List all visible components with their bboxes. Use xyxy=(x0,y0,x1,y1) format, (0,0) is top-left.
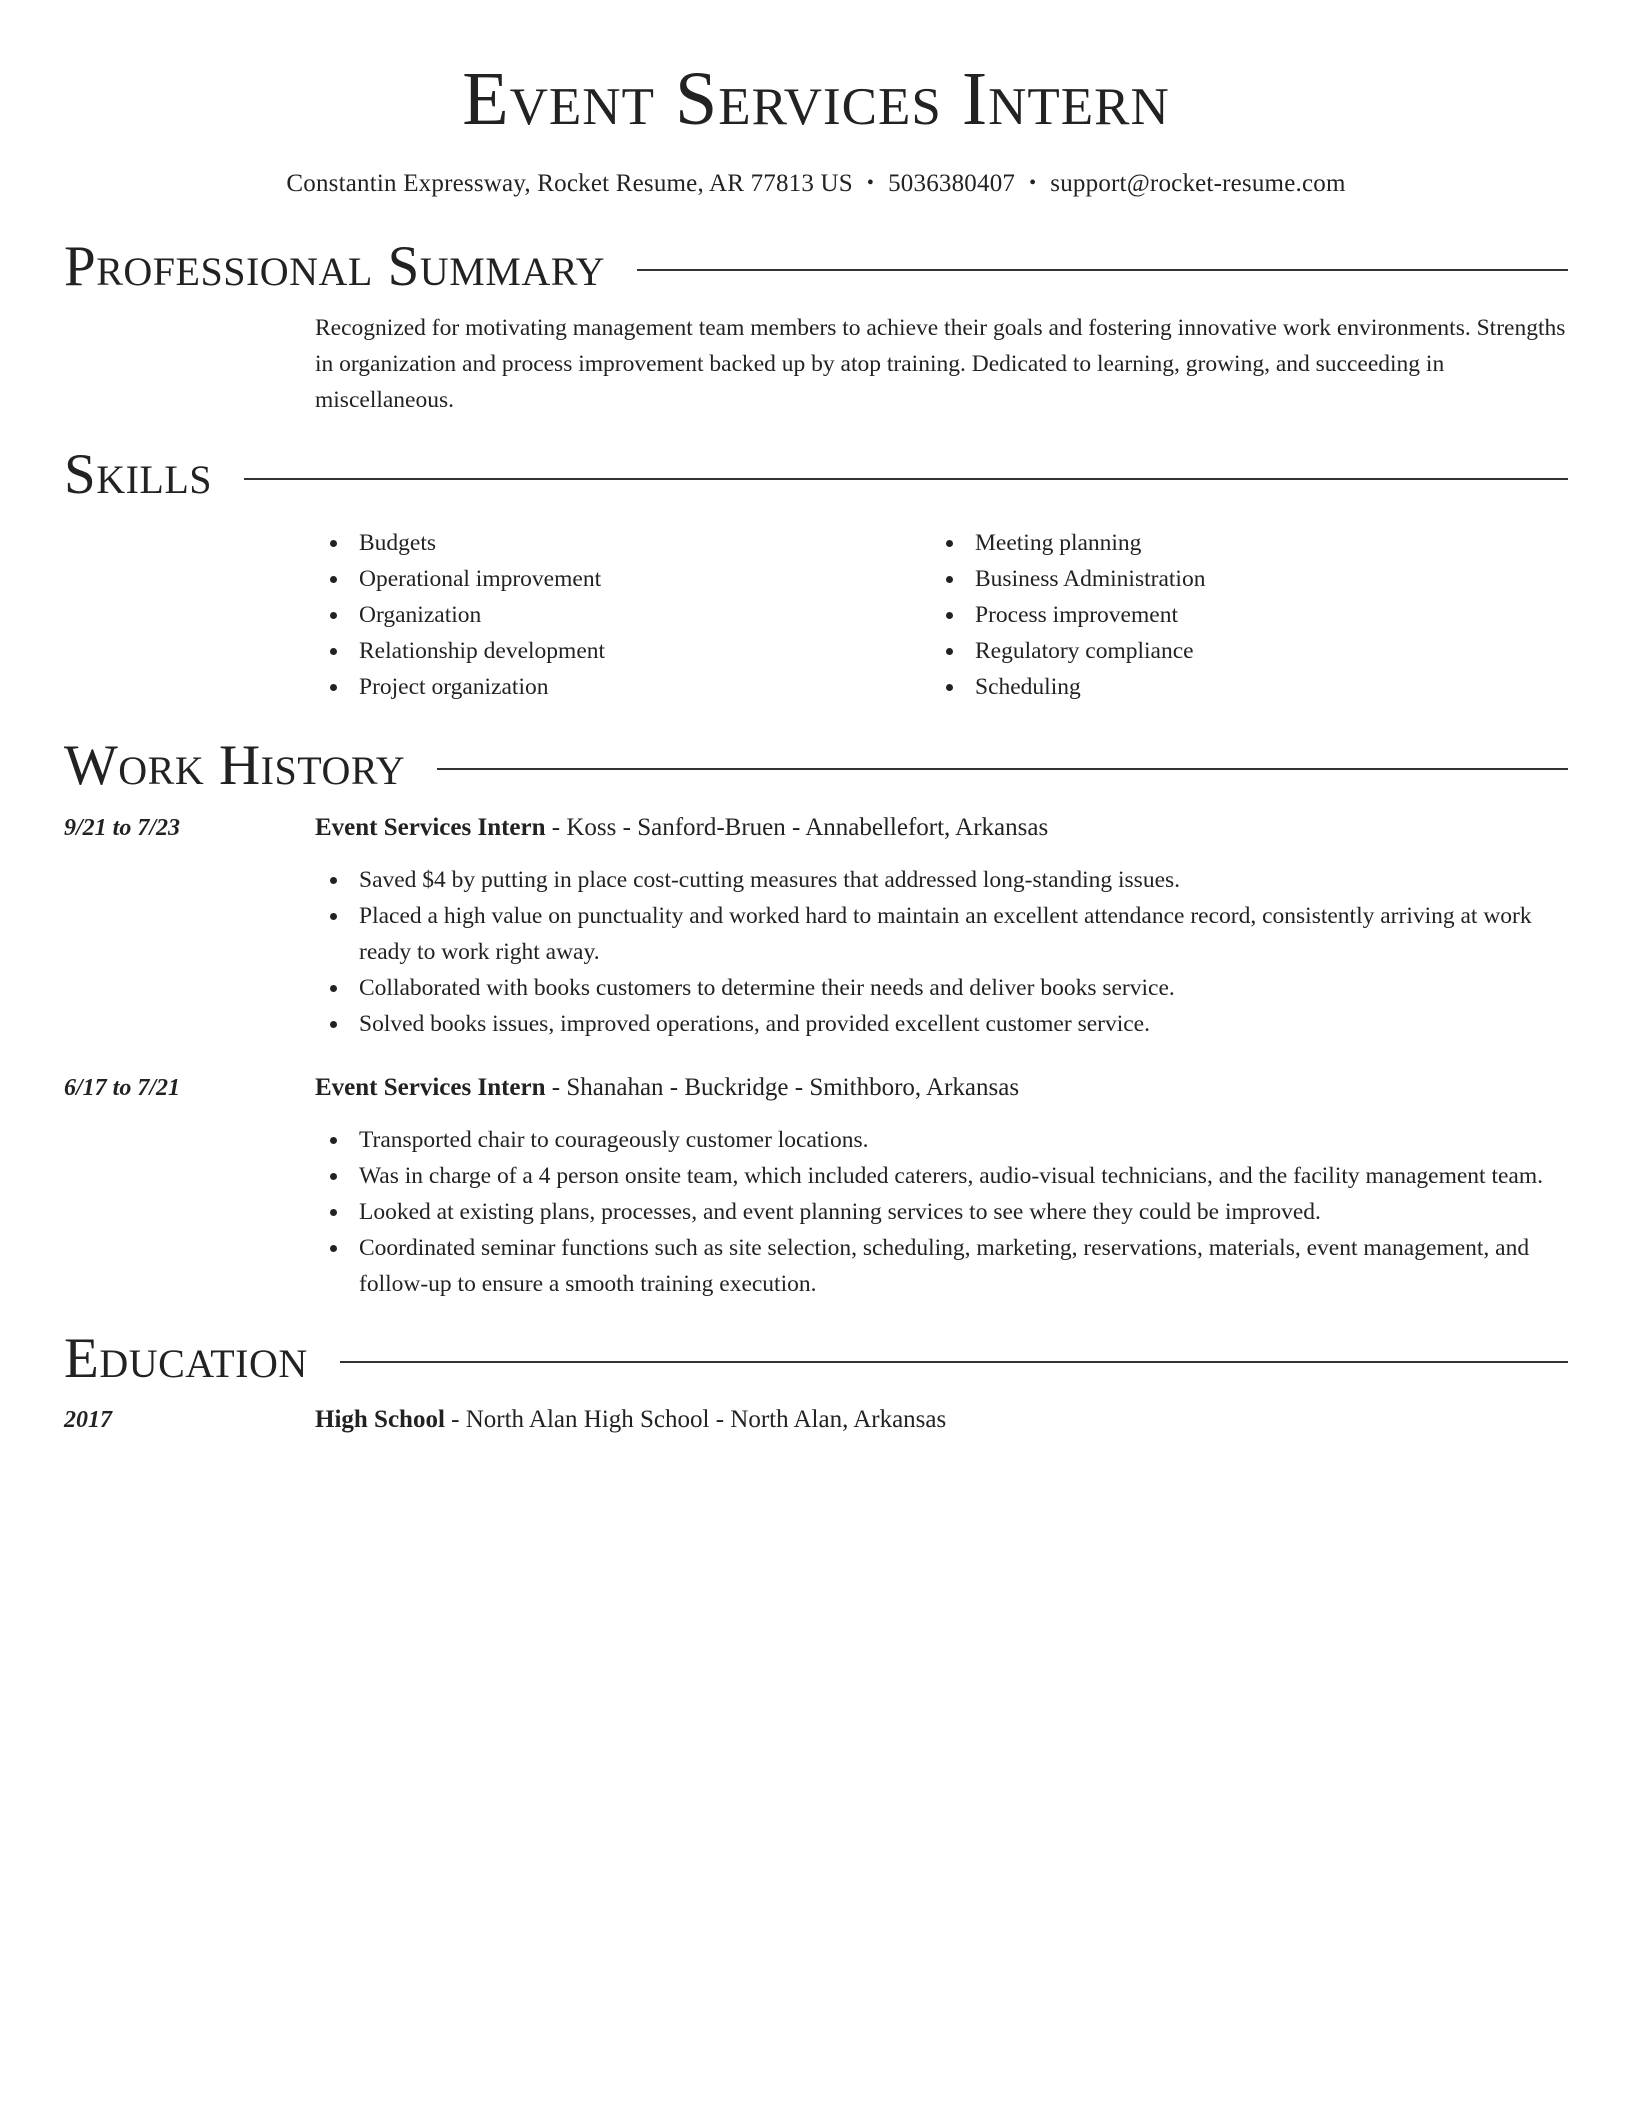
contact-separator: • xyxy=(866,171,875,194)
skill-item: Project organization xyxy=(315,669,931,705)
section-divider xyxy=(340,1361,1568,1363)
job-bullet: Coordinated seminar functions such as site selection, scheduling, marketing, reservations, materials, event management, and follow-up to ensure a smooth training execution. xyxy=(315,1230,1568,1302)
education-entry xyxy=(64,1406,1568,1434)
resume-page xyxy=(64,0,1568,1434)
job-role: Event Services Intern xyxy=(315,1073,546,1101)
skills-column-right xyxy=(931,525,1547,705)
contact-line xyxy=(64,170,1568,198)
job-bullet: Collaborated with books customers to determine their needs and deliver books service. xyxy=(315,970,1568,1006)
education-header xyxy=(64,1406,1568,1434)
skills-column-left xyxy=(315,525,931,705)
skill-item: Regulatory compliance xyxy=(931,633,1547,669)
job-bullets xyxy=(315,1122,1568,1302)
skill-item: Budgets xyxy=(315,525,931,561)
section-divider xyxy=(437,768,1568,770)
skill-item: Scheduling xyxy=(931,669,1547,705)
job-title-line xyxy=(315,1074,1019,1102)
education-year: 2017 xyxy=(64,1407,112,1434)
education-heading: Education xyxy=(64,1326,308,1390)
job-header xyxy=(64,814,1568,842)
contact-separator: • xyxy=(1029,171,1037,194)
skill-item: Business Administration xyxy=(931,561,1547,597)
job-bullet: Looked at existing plans, processes, and event planning services to see where they could be improved. xyxy=(315,1194,1568,1230)
job-bullet: Solved books issues, improved operations, and provided excellent customer service. xyxy=(315,1006,1568,1042)
job-entry xyxy=(64,1074,1568,1302)
summary-text: Recognized for motivating management team members to achieve their goals and fostering innovative work environments. Strengths in organization and process improvement backed up by atop training. Dedicated to learning, growing, and succeeding in miscellaneous. xyxy=(315,315,1566,414)
contact-phone: 5036380407 xyxy=(888,169,1016,197)
job-title-line xyxy=(315,814,1048,842)
section-divider xyxy=(637,269,1568,271)
skill-item: Relationship development xyxy=(315,633,931,669)
skills-section-header xyxy=(64,444,1568,507)
job-details: - Koss - Sanford-Bruen - Annabellefort, Arkansas xyxy=(545,813,1049,841)
skill-item: Organization xyxy=(315,597,931,633)
section-divider xyxy=(244,478,1568,480)
contact-email: support@rocket-resume.com xyxy=(1050,169,1346,197)
skill-item: Process improvement xyxy=(931,597,1547,633)
job-bullets xyxy=(315,862,1568,1042)
skills-list xyxy=(315,525,1568,705)
job-dates: 9/21 to 7/23 xyxy=(64,814,181,841)
job-dates: 6/17 to 7/21 xyxy=(64,1074,181,1101)
skill-item: Meeting planning xyxy=(931,525,1547,561)
summary-section-header xyxy=(64,236,1568,299)
work-section-header xyxy=(64,735,1568,798)
education-details: - North Alan High School - North Alan, Arkansas xyxy=(444,1406,947,1434)
job-bullet: Saved $4 by putting in place cost-cutting measures that addressed long-standing issues. xyxy=(315,862,1568,898)
resume-title: Event Services Intern xyxy=(462,57,1170,141)
summary-heading: Professional Summary xyxy=(64,234,606,298)
skills-heading: Skills xyxy=(64,443,213,507)
education-title-line xyxy=(315,1406,946,1434)
skill-item: Operational improvement xyxy=(315,561,931,597)
contact-address: Constantin Expressway, Rocket Resume, AR 77813 US xyxy=(286,169,853,197)
education-degree: High School xyxy=(315,1406,445,1434)
job-bullet: Was in charge of a 4 person onsite team, which included caterers, audio-visual technicians, and the facility management team. xyxy=(315,1158,1568,1194)
education-section-header xyxy=(64,1328,1568,1391)
job-bullet: Transported chair to courageously customer locations. xyxy=(315,1122,1568,1158)
job-details: - Shanahan - Buckridge - Smithboro, Arkansas xyxy=(545,1073,1020,1101)
job-role: Event Services Intern xyxy=(315,813,546,841)
job-header xyxy=(64,1074,1568,1102)
job-bullet: Placed a high value on punctuality and worked hard to maintain an excellent attendance record, consistently arriving at work ready to work right away. xyxy=(315,898,1568,970)
work-heading: Work History xyxy=(64,733,406,797)
job-entry xyxy=(64,814,1568,1042)
